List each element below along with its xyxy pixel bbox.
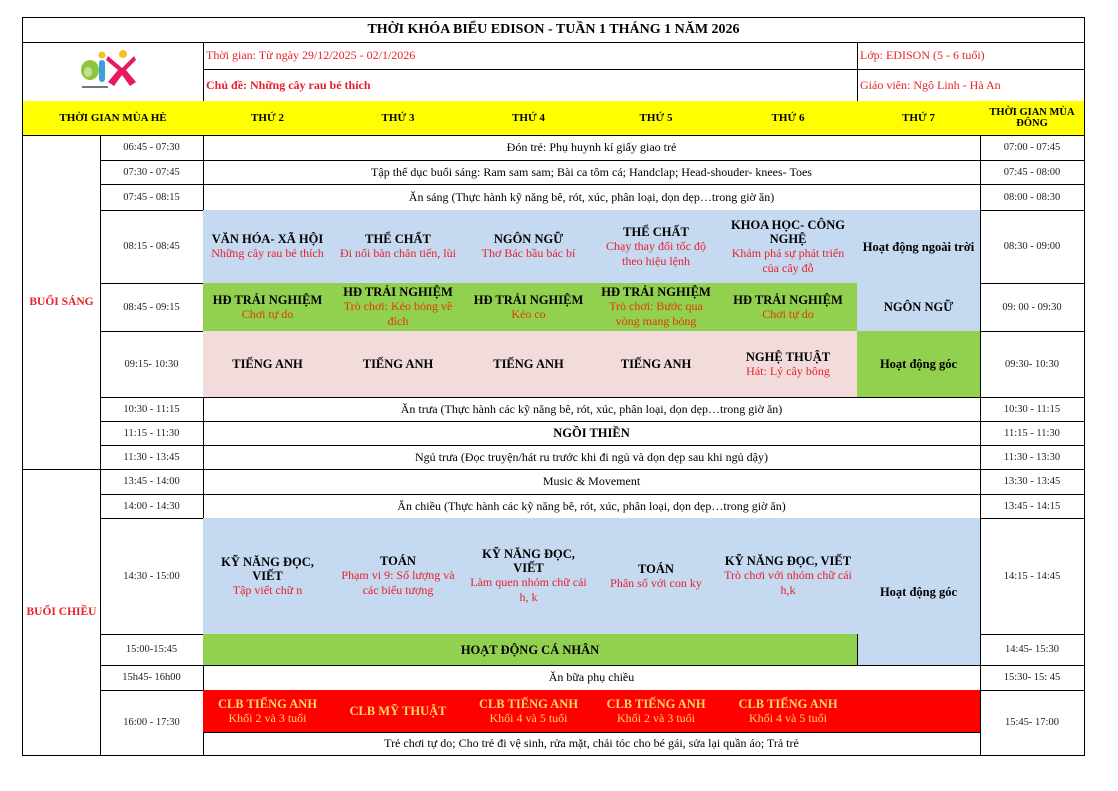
summer-time-cell: 15h45- 16h00 [100,665,204,691]
activity-detail: Chơi tự do [241,306,294,321]
activity-cell [719,331,858,398]
summer-time-cell: 07:30 - 07:45 [100,160,204,185]
activity-cell [332,518,465,635]
activity-detail: Khối 4 và 5 tuổi [749,710,827,725]
activity-detail: Khối 2 và 3 tuổi [228,710,307,725]
winter-time-cell: 14:45- 15:30 [980,634,1085,666]
full-row-activity: Đón trẻ: Phụ huynh kí giấy giao trẻ [203,135,981,161]
activity-title: Hoạt động góc [879,584,958,599]
summer-time-cell: 06:45 - 07:30 [100,135,204,161]
winter-time-cell: 11:15 - 11:30 [980,421,1085,446]
activity-detail: Đi nối bàn chân tiến, lùi [340,246,456,260]
header-winter-time: THỜI GIAN MÙA ĐÔNG [980,101,1085,136]
activity-detail: Chơi tự do [762,306,814,321]
winter-time-cell: 08:30 - 09:00 [980,210,1085,284]
activity-cell [332,331,465,398]
activity-title: THỂ CHẤT [365,232,431,246]
activity-detail: Hát: Lý cây bông [746,363,830,378]
header-day-2: THỨ 2 [203,101,333,136]
winter-time-cell: 09: 00 - 09:30 [980,283,1085,332]
activity-title: THỂ CHẤT [623,224,689,239]
activity-cell [332,283,465,332]
winter-time-cell: 13:45 - 14:15 [980,494,1085,519]
winter-time-cell: 07:00 - 07:45 [980,135,1085,161]
activity-cell [332,210,465,284]
activity-title: NGHỆ THUẬT [745,349,831,364]
activity-title: CLB TIẾNG ANH [606,696,706,711]
full-row-activity: Tập thể dục buổi sáng: Ram sam sam; Bài ca tôm cá; Handclap; Head-shouder- knees- Toes [203,160,981,185]
header-day-6: THỨ 6 [719,101,858,136]
activity-title: NGÔN NGỮ [883,300,954,314]
header-day-7: THỨ 7 [857,101,981,136]
activity-cell [464,690,594,733]
winter-time-cell: 09:30- 10:30 [980,331,1085,398]
activity-cell [203,690,333,733]
summer-time-cell: 14:30 - 15:00 [100,518,204,635]
page-title: THỜI KHÓA BIỂU EDISON - TUẦN 1 THÁNG 1 NĂM 2026 [22,17,1085,43]
activity-title: HĐ TRẢI NGHIỆM [601,285,711,299]
activity-cell [464,331,594,398]
time-range: Thời gian: Từ ngày 29/12/2025 - 02/1/2026 [203,42,858,70]
activity-cell [857,210,981,284]
full-row-activity: Ăn chiều (Thực hành các kỹ năng bê, rót, xúc, phân loại, dọn dẹp…trong giờ ăn) [203,494,981,519]
activity-detail: Những cây rau bé thích [211,246,324,260]
summer-time-cell: 08:45 - 09:15 [100,283,204,332]
activity-title: CLB TIẾNG ANH [217,696,318,711]
winter-time-cell: 11:30 - 13:30 [980,445,1085,470]
activity-detail: Khối 2 và 3 tuổi [617,710,695,725]
activity-cell [203,283,333,332]
activity-title: TIẾNG ANH [232,357,303,371]
activity-detail: Kéo co [511,306,546,321]
activity-title: KỸ NĂNG ĐỌC, VIẾT [482,547,575,575]
full-row-activity: Ngủ trưa (Đọc truyện/hát ru trước khi đi ngủ và dọn dẹp sau khi ngủ dậy) [203,445,981,470]
teacher-name: Giáo viên: Ngô Linh - Hà An [857,69,1085,102]
activity-detail: Phạm vi 9: Số lượng và các biểu tượng [341,568,455,597]
summer-time-cell: 11:15 - 11:30 [100,421,204,446]
activity-detail: Phân số với con ky [610,575,702,590]
activity-cell [719,210,858,284]
header-day-5: THỨ 5 [593,101,720,136]
activity-title: TIẾNG ANH [362,357,434,371]
header-summer-time: THỜI GIAN MÙA HÈ [22,101,204,136]
winter-time-cell: 15:45- 17:00 [980,690,1085,756]
full-row-activity: NGỒI THIỀN [203,421,981,446]
full-row-activity: Ăn sáng (Thực hành kỹ năng bê, rót, xúc, phân loại, dọn dẹp…trong giờ ăn) [203,184,981,211]
summer-time-cell: 08:15 - 08:45 [100,210,204,284]
activity-title: KỸ NĂNG ĐỌC, VIẾT [724,554,852,568]
summer-time-cell: 07:45 - 08:15 [100,184,204,211]
activity-title: KHOA HỌC- CÔNG NGHỆ [731,217,845,246]
activity-cell [857,331,981,398]
summer-time-cell: 16:00 - 17:30 [100,690,204,756]
activity-cell [332,690,465,733]
summer-time-cell: 11:30 - 13:45 [100,445,204,470]
activity-title: Hoạt động ngoài trời [862,239,975,254]
activity-cell [719,518,858,635]
theme: Chủ đề: Những cây rau bé thích [203,69,858,102]
activity-title: Hoạt động góc [879,357,958,371]
activity-cell [464,283,594,332]
activity-cell [719,283,858,332]
aik-kids-logo [78,48,138,92]
activity-cell [593,690,720,733]
activity-title: NGÔN NGỮ [493,232,564,246]
activity-cell [203,210,333,284]
activity-cell [203,331,333,398]
summer-time-cell: 14:00 - 14:30 [100,494,204,519]
winter-time-cell: 10:30 - 11:15 [980,397,1085,422]
activity-cell [464,210,594,284]
activity-title: KỸ NĂNG ĐỌC, VIẾT [221,554,314,583]
activity-cell [593,518,720,635]
header-day-4: THỨ 4 [464,101,594,136]
activity-cell [719,690,858,733]
activity-title: HĐ TRẢI NGHIỆM [343,285,453,299]
activity-detail: Chạy thay đổi tốc độ theo hiệu lệnh [606,238,706,268]
session-afternoon: BUỔI CHIỀU [22,469,101,756]
activity-title: HĐ TRẢI NGHIỆM [473,292,584,307]
activity-detail: Làm quen nhóm chữ cái h, k [470,575,587,604]
class-name: Lớp: EDISON (5 - 6 tuổi) [857,42,1085,70]
activity-cell [464,518,594,635]
full-row-activity: Ăn bữa phụ chiều [203,665,981,691]
activity-cell [593,283,720,332]
activity-title: CLB TIẾNG ANH [478,696,579,711]
activity-title: TIẾNG ANH [493,357,564,371]
full-row-activity: HOẠT ĐỘNG CÁ NHÂN [203,634,858,666]
winter-time-cell: 13:30 - 13:45 [980,469,1085,495]
winter-time-cell: 07:45 - 08:00 [980,160,1085,185]
activity-detail: Khối 4 và 5 tuổi [489,710,568,725]
activity-detail: Tập viết chữ n [232,582,303,597]
full-row-activity: Music & Movement [203,469,981,495]
activity-cell [857,690,981,733]
activity-title: CLB MỸ THUẬT [349,704,447,718]
winter-time-cell: 14:15 - 14:45 [980,518,1085,635]
activity-cell [203,518,333,635]
activity-title: VĂN HÓA- XÃ HỘI [211,232,324,246]
summer-time-cell: 10:30 - 11:15 [100,397,204,422]
winter-time-cell: 08:00 - 08:30 [980,184,1085,211]
activity-detail: Trò chơi: Bước qua vòng mang bóng [609,299,703,328]
activity-title: HĐ TRẢI NGHIỆM [733,292,843,307]
activity-title: TIẾNG ANH [620,357,692,371]
session-morning: BUỔI SÁNG [22,135,101,470]
activity-title: TOÁN [638,561,674,576]
activity-cell [593,331,720,398]
activity-detail: Thơ Bác bầu bác bí [481,246,576,260]
summer-time-cell: 09:15- 10:30 [100,331,204,398]
activity-detail: Khám phá sự phát triển của cây đỗ [731,245,845,275]
activity-title: HĐ TRẢI NGHIỆM [212,292,323,307]
activity-detail: Trò chơi: Kéo bóng về đích [343,299,453,328]
header-day-3: THỨ 3 [332,101,465,136]
activity-cell [593,210,720,284]
activity-cell [857,283,981,332]
full-row-activity: Ăn trưa (Thực hành các kỹ năng bê, rót, xúc, phân loại, dọn dẹp…trong giờ ăn) [203,397,981,422]
free-play-row: Trẻ chơi tự do; Cho trẻ đi vệ sinh, rửa mặt, chải tóc cho bé gái, sửa lại quần áo; Trả trẻ [203,732,981,756]
activity-title: CLB TIẾNG ANH [738,696,838,711]
summer-time-cell: 13:45 - 14:00 [100,469,204,495]
summer-time-cell: 15:00-15:45 [100,634,204,666]
winter-time-cell: 15:30- 15: 45 [980,665,1085,691]
activity-cell [857,518,981,666]
activity-title: TOÁN [380,554,416,568]
activity-detail: Trò chơi với nhóm chữ cái h,k [724,568,852,597]
